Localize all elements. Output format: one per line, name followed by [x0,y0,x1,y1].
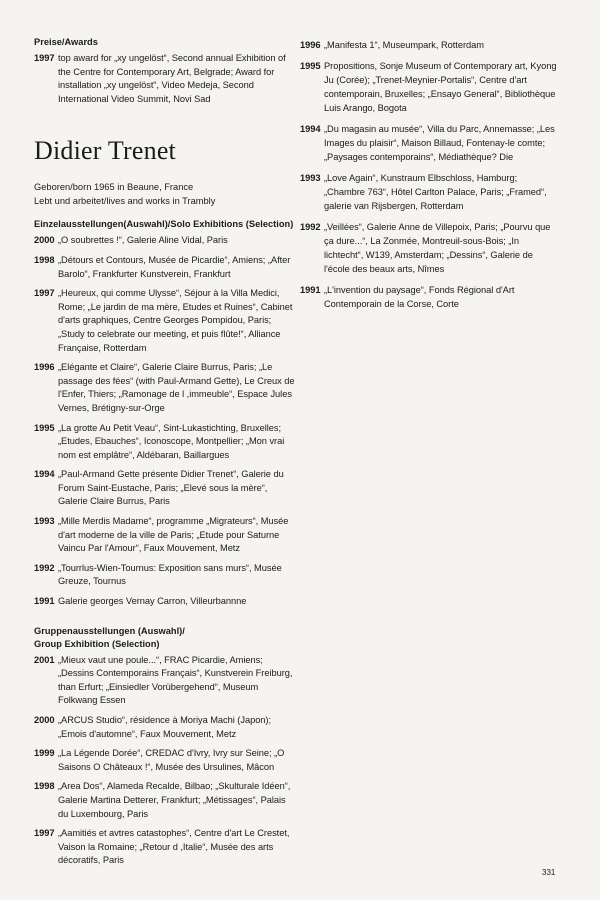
list-item [34,595,296,609]
list-item [300,59,558,115]
list-item [34,780,296,821]
entry-text: Galerie georges Vernay Carron, Villeurbannne [58,596,247,607]
list-item [300,171,558,213]
entry-text: „Du magasin au musée“, Villa du Parc, Annemasse; „Les Images du plaisir“, Maison Billaud, Fontenay-le comte; „Paysages contemporains“, Médiathèque? Die [324,124,555,162]
entry-text: „Veillées“, Galerie Anne de Villepoix, Paris; „Pourvu que ça dure...“, La Zonmée, Montreuil-sous-Bois; „In lichtecht“, W139, Amsterdam; „Dessins“, Galerie de l'école des beaux arts, Nîmes [324,222,551,274]
entry-text: „La grotte Au Petit Veau“, Sint-Lukastichting, Bruxelles; „Etudes, Ebauches“, Iconoscope, Montpellier; „Mon vrai nom est emplâtre“, Aldébaran, Baillargues [58,422,285,460]
list-item [34,747,296,774]
entry-text: „Mille Merdis Madame“, programme „Migrateurs“, Musée d'art moderne de la ville de Paris; „Etude pour Saturne Vaincu Par l'Amour“, Faux Mouvement, Metz [58,516,289,554]
list-item [34,287,296,355]
left-column [34,36,296,874]
list-item [300,38,558,52]
group-heading-de: Gruppenausstellungen (Auswahl)/ [34,625,185,636]
entry-year: 1991 [300,285,321,295]
entry-year: 1995 [34,422,55,433]
list-item [34,254,296,281]
awards-heading: Preise/Awards [34,37,98,47]
list-item [34,562,296,589]
entry-text: „O soubrettes !“, Galerie Aline Vidal, Paris [58,235,228,246]
entry-text: „L'invention du paysage“, Fonds Régional d'Art Contemporain de la Corse, Corte [324,285,515,309]
entry-year: 1996 [300,40,321,50]
entry-year: 1997 [34,53,55,63]
awards-list [34,52,296,106]
bio-residence: Lebt und arbeitet/lives and works in Trambly [34,196,216,207]
entry-text: „Tourrlus-Wien-Tournus: Exposition sans murs“, Musée Greuze, Tournus [58,562,282,587]
list-item [34,234,296,248]
entry-text: „Aamitiés et avtres catastophes“, Centre d'art Le Crestet, Vaison la Romaine; „Retour d ,Italie“, Musée des arts décoratifs, Paris [58,828,290,866]
artist-name: Didier Trenet [34,136,176,166]
list-item [34,468,296,509]
entry-text: „Détours et Contours, Musée de Picardie“, Amiens; „After Barolo“, Frankfurter Kunstverein, Frankfurt [58,254,291,279]
entry-year: 1998 [34,254,55,265]
artist-bio [34,180,296,208]
entry-text: top award for „xy ungelöst“, Second annual Exhibition of the Centre for Contemporary Art, Belgrade; Award for installation „xy ungelöst“, Video Medeja, Second International Video Summit, Novi Sad [58,53,286,104]
entry-year: 1997 [34,828,55,839]
entry-year: 1998 [34,781,55,792]
page-number: 331 [542,868,556,877]
solo-exhibitions-list [34,234,296,608]
entry-year: 1997 [34,288,55,299]
list-item [34,422,296,463]
solo-exhibitions-heading: Einzelausstellungen(Auswahl)/Solo Exhibitions (Selection) [34,219,294,230]
entry-year: 1995 [300,61,321,71]
list-item [34,515,296,556]
entry-text: „Elégante et Claire“, Galerie Claire Burrus, Paris; „Le passage des fées“ (with Paul-Armand Gette), Le Creux de l'Enfer, Thiers; „Ramonage de l ,immeuble“, Espace Jules Vernes, Brétigny-sur-Orge [58,362,295,413]
entry-year: 2001 [34,654,55,665]
entry-year: 2000 [34,235,55,246]
group-heading-en: Group Exhibition (Selection) [34,638,160,649]
list-item [300,283,558,311]
list-item [34,361,296,415]
list-item [300,122,558,164]
entry-text: „Love Again“, Kunstraum Elbschloss, Hamburg; „Chambre 763“, Hôtel Carlton Palace, Paris; „Framed“, galerie van Rijsbergen, Rotterdam [324,173,547,211]
entry-text: Propositions, Sonje Museum of Contemporary art, Kyong Ju (Corée); „Trenet-Meynier-Portalis“, Centre d'art contemporain, Bruxelles; „Ensayo General“, Bibliothèque Luis Arango, Bogota [324,61,557,113]
entry-year: 1994 [34,469,55,480]
entry-year: 1994 [300,124,321,134]
entry-year: 1991 [34,596,55,607]
entry-text: „ARCUS Studio“, résidence à Moriya Machi (Japon); „Emois d'automne“, Faux Mouvement, Metz [58,715,272,739]
entry-text: „La Légende Dorée“, CREDAC d'Ivry, Ivry sur Seine; „O Saisons O Châteaux !“, Musée des Ursulines, Mâcon [58,748,285,772]
entry-year: 1996 [34,362,55,373]
list-item [34,714,296,741]
list-item [34,52,296,106]
entry-year: 1993 [34,516,55,527]
entry-year: 1993 [300,173,321,183]
entry-text: „Heureux, qui comme Ulysse“, Séjour à la Villa Medici, Rome; „Le jardin de ma mère, Etudes et Ruines“, Cabinet d'arts graphiques, Centre Georges Pompidou, Paris; „Study to celebrate our meeting, et puis flûte!“, Alliance Française, Rotterdam [58,288,293,353]
group-exhibitions-heading [34,625,296,651]
list-item [34,827,296,868]
list-item [300,220,558,276]
entry-year: 1992 [34,562,55,573]
bio-birth: Geboren/born 1965 in Beaune, France [34,182,194,193]
entry-year: 1992 [300,222,321,232]
group-exhibitions-list [34,654,296,868]
group-exhibitions-list-continued [300,38,558,311]
entry-text: „Manifesta 1“, Museumpark, Rotterdam [324,40,484,50]
right-column [300,38,558,318]
entry-text: „Area Dos“, Alameda Recalde, Bilbao; „Skulturale Idéen“, Galerie Martina Detterer, Frankfurt; „Métissages“, Palais du Luxembourg, Paris [58,781,291,819]
entry-year: 1999 [34,748,55,759]
entry-text: „Mieux vaut une poule...“, FRAC Picardie, Amiens; „Dessins Contemporains Français“, Kunstverein Freiburg, than Erfurt; „Einsiedler Vorübergehend“, Museum Folkwang Essen [58,654,293,706]
list-item [34,654,296,708]
entry-year: 2000 [34,715,55,725]
entry-text: „Paul-Armand Gette présente Didier Trenet“, Galerie du Forum Saint-Eustache, Paris; „Elevé sous la mère“, Galerie Claire Burrus, Paris [58,469,284,507]
